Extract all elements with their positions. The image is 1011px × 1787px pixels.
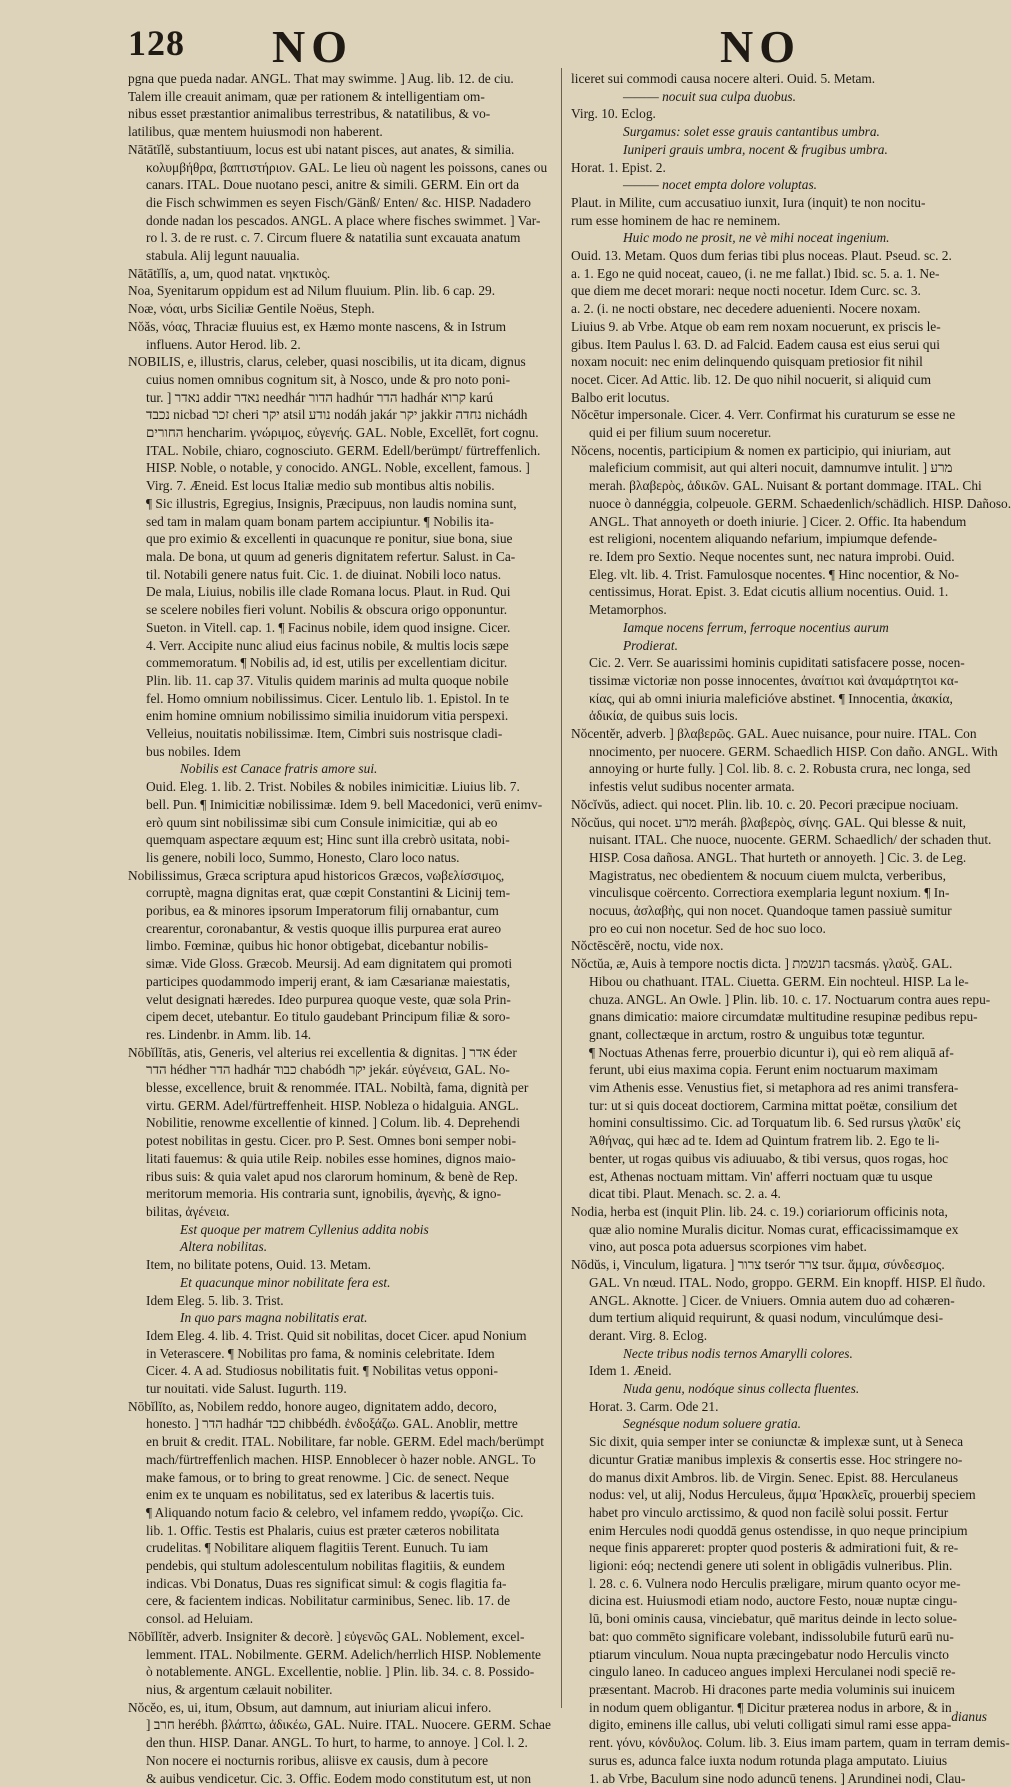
text-line: fel. Homo omnium nobilissimus. Cicer. Lentulo lib. 1. Epistol. In te <box>128 690 553 708</box>
text-line: en bruit & credit. ITAL. Nobilitare, far noble. GERM. Edel mach/berümpt <box>128 1433 553 1451</box>
text-line: crearentur, coronabantur, & vestis quoque illis purpurea erat aureo <box>128 920 553 938</box>
text-line: Hibou ou chathuant. ITAL. Ciuetta. GERM. Ein nochteul. HISP. La le- <box>571 973 987 991</box>
text-line: neque finis appareret: propter quod posteris & admirationi fuit, & re- <box>571 1539 987 1557</box>
entry-headword-line: Noa, Syenitarum oppidum est ad Nilum fluuium. Plin. lib. 6 cap. 29. <box>128 282 553 300</box>
text-line: annoying or hurte fully. ] Col. lib. 8. c. 2. Robusta crura, nec longa, sed <box>571 760 987 778</box>
text-line: l. 28. c. 6. Vulnera nodo Herculis præligare, mirum quanto ocyor me- <box>571 1575 987 1593</box>
text-line: stabula. Alij legunt nauualia. <box>128 247 553 265</box>
text-line: ò notablemente. ANGL. Excellentie, noblie. ] Plin. lib. 34. c. 8. Possido- <box>128 1663 553 1681</box>
text-line: se scelere nobiles fieri volunt. Nobilis & obscura origo opponuntur. <box>128 601 553 619</box>
text-line: pro eo cui non nocetur. Sed de hoc suo loco. <box>571 920 987 938</box>
text-line: vino, aut posca pota aduersus scorpiones vim habet. <box>571 1238 987 1256</box>
verse-quotation-line: Nobilis est Canace fratris amore sui. <box>128 760 553 778</box>
page-header <box>0 0 1003 64</box>
text-line: Virg. 10. Eclog. <box>571 105 987 123</box>
entry-headword-line: Nōbĭlĭtās, atis, Generis, vel alterius rei excellentia & dignitas. ] אדר éder <box>128 1044 553 1062</box>
text-line: est religioni, nocentem aliquando nefarium, impiumque defende- <box>571 530 987 548</box>
text-line: 1. ab Vrbe, Baculum sine nodo aduncū tenens. ] Arundinei nodi, Clau- <box>571 1770 987 1787</box>
left-column <box>128 70 553 1710</box>
text-line: homini consultissimo. Cic. ad Torquatum lib. 6. Sed rursus γλαῦκ' εἰς <box>571 1114 987 1132</box>
text-line: nocet. Cicer. Ad Attic. lib. 12. De quo nihil nocuerit, si aliquid cum <box>571 371 987 389</box>
text-line: gibus. Item Paulus l. 63. D. ad Falcid. Eadem causa est eius serui qui <box>571 336 987 354</box>
text-line: corruptè, magna dignitas erat, quæ cœpit Constantini & Licinij tem- <box>128 884 553 902</box>
text-line: indicas. Vbi Donatus, Duas res significat simul: & cogis flagitia fa- <box>128 1575 553 1593</box>
text-line: lū, boni ominis causa, vinciebatur, quē maritus deinde in lecto solue- <box>571 1610 987 1628</box>
text-line: make famous, or to bring to great renowme. ] Cic. de senect. Neque <box>128 1469 553 1487</box>
text-line: digito, eminens ille callus, ubi veluti colligati simul rami esse appa- <box>571 1716 987 1734</box>
text-line: lib. 1. Offic. Testis est Phalaris, cuius est præter cæteros nobilitata <box>128 1522 553 1540</box>
text-line: tur. ] נאדר addir נאדר needhár הדור hadhúr הדר hadhár קרוא karú <box>128 389 553 407</box>
verse-quotation-line: Segnésque nodum soluere gratia. <box>571 1415 987 1433</box>
entry-headword-line: Nātātĭlĕ, substantiuum, locus est ubi natant pisces, aut anates, & similia. <box>128 141 553 159</box>
text-line: ptiarum vinculum. Noua nupta præcingebatur nodo Herculis vincto <box>571 1646 987 1664</box>
text-line: chuza. ANGL. An Owle. ] Plin. lib. 10. c. 17. Noctuarum contra aues repu- <box>571 991 987 1009</box>
text-line: consol. ad Heluiam. <box>128 1610 553 1628</box>
text-line: HISP. Noble, o notable, y conocido. ANGL. Noble, excellent, famous. ] <box>128 459 553 477</box>
text-line: a. 1. Ego ne quid noceat, caueo, (i. ne me fallat.) Ibid. sc. 5. a. 1. Ne- <box>571 265 987 283</box>
text-line: lis genere, nobili loco, Summo, Honesto, Claro loco natus. <box>128 849 553 867</box>
text-line: Ouid. Eleg. 1. lib. 2. Trist. Nobiles & nobiles inimicitiæ. Liuius lib. 7. <box>128 778 553 796</box>
text-line: & auibus vendicetur. Cic. 3. Offic. Eodem modo constitutum est, ut non <box>128 1770 553 1787</box>
text-line: Ἀθήνας, qui hæc ad te. Idem ad Quintum fratrem lib. 2. Ego te li- <box>571 1132 987 1150</box>
text-line: maleficium commisit, aut qui alteri nocuit, damnumve intulit. ] מרע <box>571 459 987 477</box>
right-column <box>571 70 987 1710</box>
text-line: gnant, collectæque in arctum, rostro & unguibus totæ teguntur. <box>571 1026 987 1044</box>
text-line: Horat. 3. Carm. Ode 21. <box>571 1398 987 1416</box>
text-line: Sueton. in Vitell. cap. 1. ¶ Facinus nobile, idem quod insigne. Cicer. <box>128 619 553 637</box>
verse-quotation-line: Iamque nocens ferrum, ferroque nocentius aurum <box>571 619 987 637</box>
entry-headword-line: Nōbĭlĭtĕr, adverb. Insigniter & decorè. ] εὐγενῶς GAL. Noblement, excel- <box>128 1628 553 1646</box>
text-line: dicat tibi. Plaut. Menach. sc. 2. a. 4. <box>571 1185 987 1203</box>
text-line: Magistratus, nec obedientem & nocuum ciuem mulcta, verberibus, <box>571 867 987 885</box>
text-line: virtu. GERM. Adel/fürtreffenheit. HISP. Nobleza o hidalguia. ANGL. <box>128 1097 553 1115</box>
text-line: re. Idem pro Sextio. Neque nocentes sunt, nec natura improbi. Ouid. <box>571 548 987 566</box>
text-line: tur nouitati. vide Salust. Iugurth. 119. <box>128 1380 553 1398</box>
catchword: dianus <box>951 1709 987 1725</box>
text-line: quæ alio nomine Muralis dicitur. Nomas curat, efficacissimamque ex <box>571 1221 987 1239</box>
text-line: הדר hédher הדר hadhár כבוד chabódh יקר jekár. εὐγένεια, GAL. No- <box>128 1061 553 1079</box>
text-line: meritorum memoria. His contraria sunt, ignobilis, ἀγενὴς, & igno- <box>128 1185 553 1203</box>
text-line: Virg. 7. Æneid. Est locus Italiæ medio sub montibus altis nobilis. <box>128 477 553 495</box>
text-line: cingulo laneo. In caduceo angues implexi Herculanei nodi speciē re- <box>571 1663 987 1681</box>
text-line: נכבד nicbad זכר cheri יקר atsil נודע nodáh jakár יקר jakkir נחדה nichádh <box>128 406 553 424</box>
text-line: pgna que pueda nadar. ANGL. That may swimme. ] Aug. lib. 12. de ciu. <box>128 70 553 88</box>
text-line: nocuus, ἀσλαβὴς, qui non nocet. Quandoque tamen passiuè sumitur <box>571 902 987 920</box>
text-line: Idem Eleg. 4. lib. 4. Trist. Quid sit nobilitas, docet Cicer. apud Nonium <box>128 1327 553 1345</box>
text-line: cere, & facientem indicas. Nobilitatur carminibus, Senec. lib. 17. de <box>128 1592 553 1610</box>
text-line: centissimus, Horat. Epist. 3. Edat cicutis allium nocentius. Ouid. 1. <box>571 583 987 601</box>
text-line: pendebis, qui stultum adolescentulum nobilitas flagitiis, & eundem <box>128 1557 553 1575</box>
text-line: limbo. Fœminæ, quibus hic honor obtigebat, dicebantur nobilis- <box>128 937 553 955</box>
text-line: tur: ut si quis doceat doctiorem, Carmina mittat poëtæ, consilium det <box>571 1097 987 1115</box>
text-line: dicuntur Gratiæ manibus implexis & consertis esse. Hoc stringere no- <box>571 1451 987 1469</box>
text-line: surus es, adunca falce iuxta nodum rotunda plaga amputato. Liuius <box>571 1752 987 1770</box>
entry-headword-line: Nŏcens, nocentis, participium & nomen ex participio, qui iniuriam, aut <box>571 442 987 460</box>
text-line: cipem decet, utebantur. Eo titulo gaudebant Principum filiæ & soro- <box>128 1008 553 1026</box>
text-line: donde nadan los pescados. ANGL. A place where fisches swimmet. ] Var- <box>128 212 553 230</box>
text-line: tissimæ victoriæ non posse innocentes, ἀναίτιοι καὶ ἀναμάρτητοι κα- <box>571 672 987 690</box>
text-line: Ouid. 13. Metam. Quos dum ferias tibi plus noceas. Plaut. Pseud. sc. 2. <box>571 247 987 265</box>
entry-headword-line: Nōdŭs, i, Vinculum, ligatura. ] צרור tserór צרר tsur. ἅμμα, σύνδεσμος. <box>571 1256 987 1274</box>
text-line: ANGL. That annoyeth or doeth iniurie. ] Cicer. 2. Offic. Ita habendum <box>571 513 987 531</box>
text-line: benter, ut rogas quibus vis adiuuabo, & tibi versus, quos rogas, hoc <box>571 1150 987 1168</box>
text-line: κολυμβήθρα, βαπτιστήριον. GAL. Le lieu où nagent les poissons, canes ou <box>128 159 553 177</box>
entry-headword-line: Nŏctŭa, æ, Auis à tempore noctis dicta. ] תנשמת tacsmás. γλαὺξ. GAL. <box>571 955 987 973</box>
verse-quotation-line: Et quacunque minor nobilitate fera est. <box>128 1274 553 1292</box>
text-line: ITAL. Nobile, chiaro, cognosciuto. GERM. Edell/berümpt/ fürtreffenlich. <box>128 442 553 460</box>
text-line: lemment. ITAL. Nobilmente. GERM. Adelich/herrlich HISP. Noblemente <box>128 1646 553 1664</box>
entry-headword-line: Nŏăs, νόας, Thraciæ fluuius est, ex Hæmo monte nascens, & in Istrum <box>128 318 553 336</box>
text-line: merah. βλαβερὸς, ἀδικῶν. GAL. Nuisant & portant dommage. ITAL. Chi <box>571 477 987 495</box>
text-line: Plaut. in Milite, cum accusatiuo iunxit, Iura (inquit) te non nocitu- <box>571 194 987 212</box>
text-line: ribus suis: & quia valet apud nos clarorum hominum, & benè de Rep. <box>128 1168 553 1186</box>
entry-headword-line: Nātātĭlĭs, a, um, quod natat. νηκτικὸς. <box>128 265 553 283</box>
text-line: infestis velut sudibus nocenter armata. <box>571 778 987 796</box>
text-line: bat: quo commēto significare volebant, indissolubile futurū earū nu- <box>571 1628 987 1646</box>
entry-headword-line: Nŏcentĕr, adverb. ] βλαβερῶς. GAL. Auec nuisance, pour nuire. ITAL. Con <box>571 725 987 743</box>
text-line: in nodum quem obligantur. ¶ Dicitur præterea nodus in arbore, & in <box>571 1699 987 1717</box>
text-line: vim Athenis esse. Venustius fiet, si metaphora ad res animi transfera- <box>571 1079 987 1097</box>
text-line: commemoratum. ¶ Nobilis ad, id est, utilis per excellentiam dicitur. <box>128 654 553 672</box>
text-line: in Veterascere. ¶ Nobilitas pro fama, & nominis celebritate. Idem <box>128 1345 553 1363</box>
text-line: mala. De bona, ut quum ad generis dignitatem refertur. Salust. in Ca- <box>128 548 553 566</box>
verse-quotation-line: Necte tribus nodis ternos Amarylli colores. <box>571 1345 987 1363</box>
text-line: De mala, Liuius, nobilis ille clade Romana locus. Plaut. in Rud. Qui <box>128 583 553 601</box>
text-line: Cicer. 4. A ad. Studiosus nobilitatis fuit. ¶ Nobilitas vetus opponi- <box>128 1362 553 1380</box>
text-line: res. Lindenbr. in Amm. lib. 14. <box>128 1026 553 1044</box>
text-line: est, Athenas noctuam mittam. Vin' afferri noctuam quæ tu usque <box>571 1168 987 1186</box>
text-line: ¶ Sic illustris, Egregius, Insignis, Præcipuus, non laudis nomina sunt, <box>128 495 553 513</box>
text-line: do manus dixit Ambros. lib. de Virgin. Senec. Epist. 88. Herculaneus <box>571 1469 987 1487</box>
text-line: bilitas, ἀγένεια. <box>128 1203 553 1221</box>
text-line: quid ei per filium suum noceretur. <box>571 424 987 442</box>
text-line: ἀδικία, de quibus suis locis. <box>571 707 987 725</box>
text-line: Eleg. vlt. lib. 4. Trist. Famulosque nocentes. ¶ Hinc nocentior, & No- <box>571 566 987 584</box>
text-line: nius, & argentum cælauit nobiliter. <box>128 1681 553 1699</box>
text-line: mach/fürtreffenlich machen. HISP. Ennoblecer ò hazer noble. ANGL. To <box>128 1451 553 1469</box>
text-line: blesse, excellence, bruit & renommée. ITAL. Nobiltà, fama, dignità per <box>128 1079 553 1097</box>
text-line: Velleius, nouitatis nobilissimæ. Item, Cimbri suis nostrisque cladi- <box>128 725 553 743</box>
text-line: que pro eximio & excellenti in quacunque re ponitur, siue bona, siue <box>128 530 553 548</box>
entry-headword-line: Nŏcētur impersonale. Cicer. 4. Verr. Confirmat his curaturum se esse ne <box>571 406 987 424</box>
entry-headword-line: Nŏcŭus, qui nocet. מרע meráh. βλαβερὸς, σίνης. GAL. Qui blesse & nuit, <box>571 814 987 832</box>
text-line: canars. ITAL. Doue nuotano pesci, anitre & simili. GERM. Ein ort da <box>128 176 553 194</box>
text-line: vinculisque coërcento. Correctiora exemplaria legunt noxium. ¶ In- <box>571 884 987 902</box>
text-line: Cic. 2. Verr. Se auarissimi hominis cupiditati satisfacere posse, nocen- <box>571 654 987 672</box>
text-line: ferunt, ubi eius maxima copia. Ferunt enim noctuarum maximam <box>571 1061 987 1079</box>
text-line: die Fisch schwimmen es seyen Fisch/Gänß/ Enten/ &c. HISP. Nadadero <box>128 194 553 212</box>
entry-headword-line: Nŏctēscĕrĕ, noctu, vide nox. <box>571 937 987 955</box>
page-number: 128 <box>128 22 185 64</box>
text-line: poribus, ea & minores ipsorum Imperatorum filij ornabantur, cum <box>128 902 553 920</box>
text-line: nodus: vel, ut alij, Nodus Herculeus, ἅμμα Ἡρακλεῖς, prouerbij speciem <box>571 1486 987 1504</box>
text-line: Talem ille creauit animam, quæ per rationem & intelligentiam om- <box>128 88 553 106</box>
text-line: Nobilitie, renowme excellentie of kinned. ] Colum. lib. 4. Deprehendi <box>128 1114 553 1132</box>
entry-headword-line: Nŏcĭvŭs, adiect. qui nocet. Plin. lib. 10. c. 20. Pecori præcipue nociuam. <box>571 796 987 814</box>
text-line: velut designati hæredes. Ideo purpurea quoque veste, quæ sola Prin- <box>128 991 553 1009</box>
column-divider <box>561 68 562 1708</box>
verse-quotation-line: ——— nocuit sua culpa duobus. <box>571 88 987 106</box>
text-line: ¶ Aliquando notum facio & celebro, vel infamem reddo, γνωρίζω. Cic. <box>128 1504 553 1522</box>
verse-quotation-line: Iuniperi grauis umbra, nocent & frugibus umbra. <box>571 141 987 159</box>
entry-headword-line: Nobilissimus, Græca scriptura apud historicos Græcos, νωβελίσσιμος, <box>128 867 553 885</box>
verse-quotation-line: ——— nocet empta dolore voluptas. <box>571 176 987 194</box>
text-line: Non nocere ei nocturnis roribus, aliisve ex causis, dum à pecore <box>128 1752 553 1770</box>
text-line: Sic dixit, quia semper inter se coniunctæ & implexæ sunt, ut à Seneca <box>571 1433 987 1451</box>
text-line: bell. Pun. ¶ Inimicitiæ nobilissimæ. Idem 9. bell Macedonici, verū enimv- <box>128 796 553 814</box>
text-line: erò quum sint nobilissimæ sibi cum Consule inimicitiæ, qui ab eo <box>128 814 553 832</box>
text-line: nuoce ò dannéggia, colpeuole. GERM. Schaedenlich/schädlich. HISP. Dañoso. <box>571 495 987 513</box>
text-line: rent. γόνυ, κόνδυλος. Colum. lib. 3. Eius imam partem, quam in terram demis- <box>571 1734 987 1752</box>
verse-quotation-line: In quo pars magna nobilitatis erat. <box>128 1309 553 1327</box>
text-line: κίας, qui ab omni iniuria maleficióve abstinet. ¶ Innocentia, ἀκακία, <box>571 690 987 708</box>
text-line: enim homine omnium nobilissimo similia inuidorum vitia perspexi. <box>128 707 553 725</box>
text-line: que diem me decet morari: neque nocti nocetur. Idem Curc. sc. 3. <box>571 282 987 300</box>
text-line: derant. Virg. 8. Eclog. <box>571 1327 987 1345</box>
text-line: litati fauemus: & quia utile Reip. nobiles esse homines, dignos maio- <box>128 1150 553 1168</box>
entry-headword-line: Noæ, νόαι, urbs Siciliæ Gentile Noëus, Steph. <box>128 300 553 318</box>
text-line: nibus esset præstantior animalibus terrestribus, & natatilibus, & vo- <box>128 105 553 123</box>
text-line: latilibus, quæ mentem huiusmodi non haberent. <box>128 123 553 141</box>
text-line: dum tertium aliquid requirunt, & quasi nodum, vinculúmque desi- <box>571 1309 987 1327</box>
verse-quotation-line: Est quoque per matrem Cyllenius addita nobis <box>128 1221 553 1239</box>
verse-quotation-line: Surgamus: solet esse grauis cantantibus umbra. <box>571 123 987 141</box>
text-line: החורים hencharim. γνώριμος, εὐγενής. GAL. Noble, Excellēt, fort cognu. <box>128 424 553 442</box>
text-line: quemquam aspectare æquum est; Hinc sunt illa crebrò usitata, nobi- <box>128 831 553 849</box>
verse-quotation-line: Huic modo ne prosit, ne vè mihi noceat ingenium. <box>571 229 987 247</box>
text-line: ligioni: eóq; nectendi genere uti solent in obligādis vulneribus. Plin. <box>571 1557 987 1575</box>
text-line: ro l. 3. de re rust. c. 7. Circum fluere & natatilia sunt excauata anatum <box>128 229 553 247</box>
text-line: den thun. HISP. Danar. ANGL. To hurt, to harme, to annoye. ] Col. l. 2. <box>128 1734 553 1752</box>
text-line: crudelitas. ¶ Nobilitare aliquem flagitiis Terent. Eunuch. Tu iam <box>128 1539 553 1557</box>
entry-headword-line: NOBILIS, e, illustris, clarus, celeber, quasi noscibilis, ut ita dicam, dignus <box>128 353 553 371</box>
text-line: ¶ Noctuas Athenas ferre, prouerbio dicuntur i), qui eò rem aliquā af- <box>571 1044 987 1062</box>
text-line: enim ex te unquam es nobilitatus, sed ex lateribus & lacertis tuis. <box>128 1486 553 1504</box>
entry-headword-line: Nōbĭlĭto, as, Nobilem reddo, honore augeo, dignitatem addo, decoro, <box>128 1398 553 1416</box>
text-line: GAL. Vn nœud. ITAL. Nodo, groppo. GERM. Ein knopff. HISP. El ñudo. <box>571 1274 987 1292</box>
text-line: ANGL. Aknotte. ] Cicer. de Vniuers. Omnia autem duo ad cohæren- <box>571 1292 987 1310</box>
text-line: honesto. ] הדר hadhár כבד chibbédh. ἐνδοξάζω. GAL. Anoblir, mettre <box>128 1415 553 1433</box>
verse-quotation-line: Altera nobilitas. <box>128 1238 553 1256</box>
text-line: enim Hercules nodi quoddā genus ostendisse, in quo neque principium <box>571 1522 987 1540</box>
text-line: potest nobilitas in gestu. Cicer. pro P. Sest. Omnes boni semper nobi- <box>128 1132 553 1150</box>
text-line: sed tam in malam quam bonam partem accipiuntur. ¶ Nobilis ita- <box>128 513 553 531</box>
text-line: Item, no bilitate potens, Ouid. 13. Metam. <box>128 1256 553 1274</box>
text-line: Metamorphos. <box>571 601 987 619</box>
text-line: dicina est. Huiusmodi etiam nodo, auctore Festo, nouæ nuptæ cingu- <box>571 1592 987 1610</box>
text-line: rum esse hominem de hac re neminem. <box>571 212 987 230</box>
text-line: Plin. lib. 11. cap 37. Vitulis quidem marinis ad multa quoque nobile <box>128 672 553 690</box>
text-line: ] חרב herébh. βλάπτω, ἀδικέω, GAL. Nuire. ITAL. Nuocere. GERM. Schae <box>128 1716 553 1734</box>
text-line: til. Notabili genere natus fuit. Cic. 1. de diuinat. Nobili loco natus. <box>128 566 553 584</box>
text-line: gnans dimicatio: maiore circumdatæ multitudine resupinæ pedibus repu- <box>571 1008 987 1026</box>
running-head-right: NO <box>720 20 801 73</box>
text-line: præsentant. Macrob. Hi dracones parte media voluminis sui inuicem <box>571 1681 987 1699</box>
entry-headword-line: Nodia, herba est (inquit Plin. lib. 24. c. 19.) coriariorum officinis nota, <box>571 1203 987 1221</box>
text-line: liceret sui commodi causa nocere alteri. Ouid. 5. Metam. <box>571 70 987 88</box>
text-line: Liuius 9. ab Vrbe. Atque ob eam rem noxam nocuerunt, ex priscis le- <box>571 318 987 336</box>
text-line: participes quodammodo imperij erant, & iam Cæsarianæ maiestatis, <box>128 973 553 991</box>
running-head-left: NO <box>272 20 353 73</box>
text-line: Balbo erit locutus. <box>571 389 987 407</box>
text-line: habet pro vinculo arctissimo, & quod non facilè solui possit. Fertur <box>571 1504 987 1522</box>
text-line: Idem Eleg. 5. lib. 3. Trist. <box>128 1292 553 1310</box>
entry-headword-line: Nŏcĕo, es, ui, itum, Obsum, aut damnum, aut iniuriam alicui infero. <box>128 1699 553 1717</box>
verse-quotation-line: Nuda genu, nodóque sinus collecta fluentes. <box>571 1380 987 1398</box>
text-line: influens. Autor Herod. lib. 2. <box>128 336 553 354</box>
text-line: HISP. Cosa dañosa. ANGL. That hurteth or annoyeth. ] Cic. 3. de Leg. <box>571 849 987 867</box>
text-line: 4. Verr. Accipite nunc aliud eius facinus nobile, & multis locis sæpe <box>128 637 553 655</box>
text-line: Idem 1. Æneid. <box>571 1362 987 1380</box>
text-line: bus nobiles. Idem <box>128 743 553 761</box>
text-line: noxam nocuit: nec enim delinquendo quisquam pretiosior fit nihil <box>571 353 987 371</box>
text-line: Horat. 1. Epist. 2. <box>571 159 987 177</box>
text-line: nnocimento, per nuocere. GERM. Schaedlich HISP. Con daño. ANGL. With <box>571 743 987 761</box>
text-line: simæ. Vide Gloss. Græcob. Meursij. Ad eam dignitatem qui promoti <box>128 955 553 973</box>
verse-quotation-line: Prodierat. <box>571 637 987 655</box>
text-line: nuisant. ITAL. Che nuoce, nuocente. GERM. Schaedlich/ der schaden thut. <box>571 831 987 849</box>
text-line: a. 2. (i. ne nocti obstare, nec decedere aduenienti. Nocere noxam. <box>571 300 987 318</box>
text-line: cuius nomen omnibus cognitum sit, à Nosco, unde & pro noto poni- <box>128 371 553 389</box>
